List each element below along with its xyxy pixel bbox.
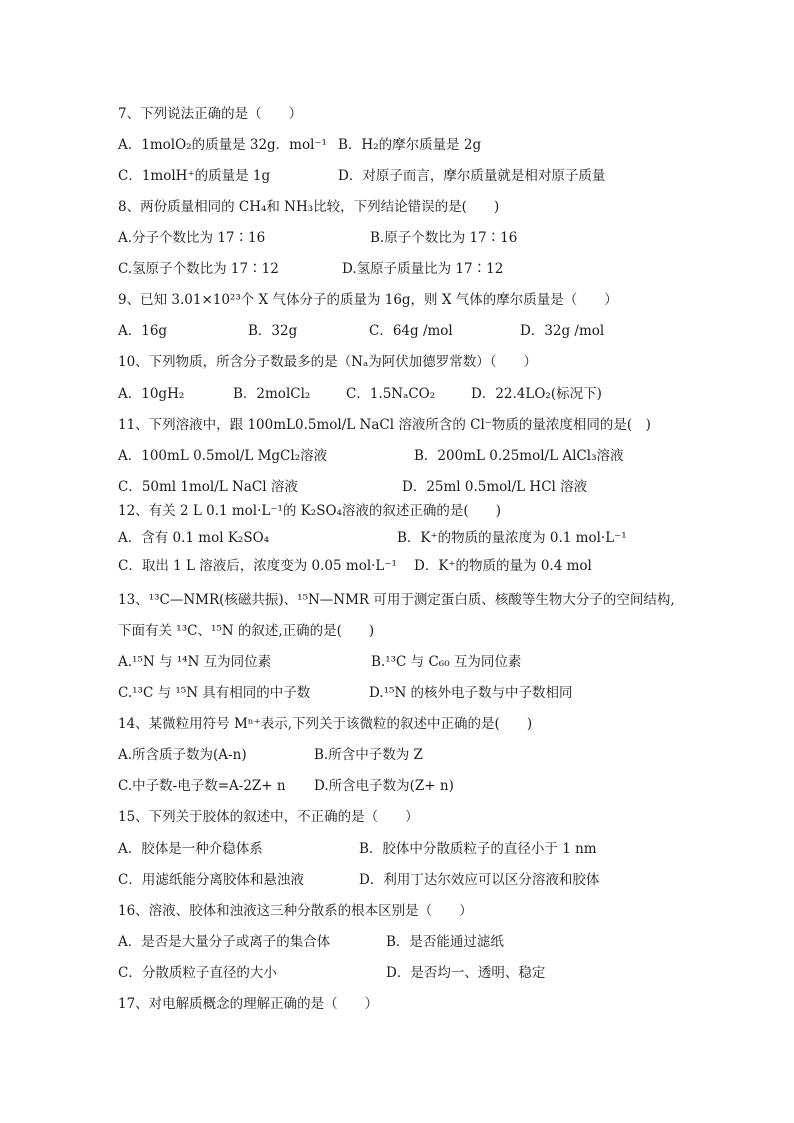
answer-option: C．1molH⁺的质量是 1g xyxy=(118,168,271,184)
question-stem: 13、¹³C—NMR(核磁共振)、¹⁵N—NMR 可用于测定蛋白质、核酸等生物大分子的空间结构, xyxy=(118,592,675,608)
answer-option: D．是否均一、透明、稳定 xyxy=(386,965,546,981)
answer-option: B.所含中子数为 Z xyxy=(314,747,423,763)
answer-option: C.¹³C 与 ¹⁵N 具有相同的中子数 xyxy=(118,685,311,701)
answer-option: D．32g /mol xyxy=(520,323,605,339)
answer-option: C．64g /mol xyxy=(369,323,453,339)
question-stem: 14、某微粒用符号 Mⁿ⁺表示,下列关于该微粒的叙述中正确的是( ) xyxy=(118,716,533,732)
answer-option: B．胶体中分散质粒子的直径小于 1 nm xyxy=(359,841,597,857)
answer-option: B.原子个数比为 17∶16 xyxy=(370,230,518,246)
question-stem: 7、下列说法正确的是（ ） xyxy=(118,106,303,122)
question-stem: 8、两份质量相同的 CH₄和 NH₃比较，下列结论错误的是( ) xyxy=(118,199,500,215)
answer-option: C．1.5NₐCO₂ xyxy=(346,386,436,402)
question-stem: 17、对电解质概念的理解正确的是（ ） xyxy=(118,996,379,1012)
answer-option: A．是否是大量分子或离子的集合体 xyxy=(118,934,331,950)
answer-option: A．含有 0.1 mol K₂SO₄ xyxy=(118,530,270,546)
question-stem: 12、有关 2 L 0.1 mol·L⁻¹的 K₂SO₄溶液的叙述正确的是( ) xyxy=(118,503,501,519)
answer-option: C．分散质粒子直径的大小 xyxy=(118,965,277,981)
question-stem: 9、已知 3.01×10²³个 X 气体分子的质量为 16g，则 X 气体的摩尔质量是（ ） xyxy=(118,292,618,308)
answer-option: A.分子个数比为 17∶16 xyxy=(118,230,266,246)
answer-option: A．100mL 0.5mol/L MgCl₂溶液 xyxy=(118,448,328,464)
answer-option: D.¹⁵N 的核外电子数与中子数相同 xyxy=(369,685,573,701)
answer-option: A．胶体是一种介稳体系 xyxy=(118,841,263,857)
answer-option: B.¹³C 与 C₆₀ 互为同位素 xyxy=(371,654,522,670)
answer-option: D.所含电子数为(Z+ n) xyxy=(314,778,454,794)
answer-option: B．32g xyxy=(248,323,298,339)
answer-option: D.氢原子质量比为 17∶12 xyxy=(342,261,504,277)
question-stem: 10、下列物质，所含分子数最多的是（Nₐ为阿伏加德罗常数）（ ） xyxy=(118,354,537,370)
answer-option: B．K⁺的物质的量浓度为 0.1 mol·L⁻¹ xyxy=(397,530,627,546)
answer-option: B．是否能通过滤纸 xyxy=(386,934,504,950)
answer-option: A．1molO₂的质量是 32g．mol⁻¹ xyxy=(118,137,327,153)
question-stem: 11、下列溶液中，跟 100mL0.5mol/L NaCl 溶液所含的 Cl⁻物质的量浓度相同的是( ) xyxy=(118,417,651,433)
answer-option: C．50ml 1mol/L NaCl 溶液 xyxy=(118,479,298,495)
question-stem: 16、溶液、胶体和浊液这三种分散系的根本区别是（ ） xyxy=(118,903,473,919)
answer-option: A．10gH₂ xyxy=(118,386,185,402)
answer-option: D．K⁺的物质的量为 0.4 mol xyxy=(414,558,592,574)
answer-option: B．2molCl₂ xyxy=(233,386,311,402)
answer-option: D．25ml 0.5mol/L HCl 溶液 xyxy=(402,479,588,495)
question-stem: 15、下列关于胶体的叙述中，不正确的是（ ） xyxy=(118,809,419,825)
answer-option: A.¹⁵N 与 ¹⁴N 互为同位素 xyxy=(118,654,272,670)
answer-option: A.所含质子数为(A-n) xyxy=(118,747,247,763)
answer-option: C．取出 1 L 溶液后，浓度变为 0.05 mol·L⁻¹ xyxy=(118,558,397,574)
answer-option: D．对原子而言，摩尔质量就是相对原子质量 xyxy=(338,168,606,184)
answer-option: B．H₂的摩尔质量是 2g xyxy=(338,137,482,153)
answer-option: C.中子数-电子数=A-2Z+ n xyxy=(118,778,286,794)
answer-option: C.氢原子个数比为 17∶12 xyxy=(118,261,279,277)
answer-option: C．用滤纸能分离胶体和悬浊液 xyxy=(118,872,304,888)
answer-option: B．200mL 0.25mol/L AlCl₃溶液 xyxy=(414,448,624,464)
question-stem-continued: 下面有关 ¹³C、¹⁵N 的叙述,正确的是( ) xyxy=(118,623,375,639)
answer-option: D．利用丁达尔效应可以区分溶液和胶体 xyxy=(359,872,600,888)
answer-option: D．22.4LO₂(标况下) xyxy=(471,386,602,402)
answer-option: A．16g xyxy=(118,323,168,339)
